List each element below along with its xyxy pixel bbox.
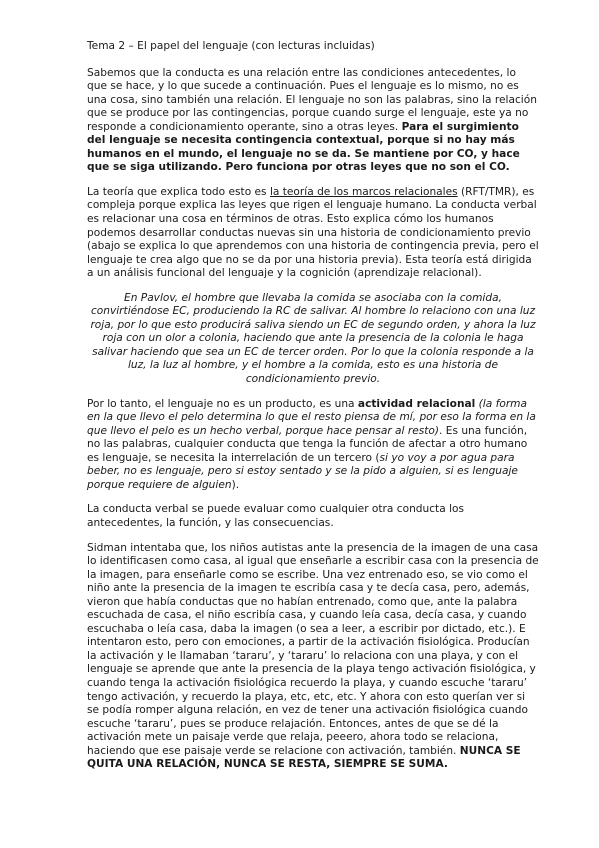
paragraph-2-before: La teoría que explica todo esto es <box>87 185 270 198</box>
paragraph-5-text: Sidman intentaba que, los niños autistas ante la presencia de la imagen de una casa lo identificasen como casa, al igual que enseñarle a escribir casa con la presencia de la imagen, para enseñarle como se escribe. Una vez entrenado eso, se vio como el niño ante la presencia de la imagen te escribía casa y te decía casa, pero, además, vieron que había conductas que no habían entrenado, como que, ante la palabra escuchada de casa, el niño escribía casa, y cuando leía casa, decía casa, y cuando escuchaba o leía casa, daba la imagen (o sea a leer, a escribir por dictado, etc.). E intentaron esto, pero con emociones, a partir de la activación fisiológica. Producían la activación y le llamaban ‘tararu’, y ‘tararu’ lo relaciona con una playa, y con el lenguaje se aprende que ante la presencia de la playa tengo activación fisiológica, y cuando tenga la activación fisiológica recuerdo la playa, y cuando escuche ‘tararu’ tengo activación, y recuerdo la playa, etc, etc, etc. Y ahora con esto querían ver si se podía romper alguna relación, en vez de tener una activación fisiológica cuando escuche ‘tararu’, pues se produce relajación. Entonces, antes de que se dé la activación mete un paisaje verde que relaja, peeero, ahora todo se relaciona, haciendo que ese paisaje verde se relacione con activación, también. <box>87 541 539 757</box>
pavlov-quote: En Pavlov, el hombre que llevaba la comida se asociaba con la comida, convirtiéndose EC, produciendo la RC de salivar. Al hombre lo relaciono con una luz roja, por lo que esto producirá saliva siendo un EC de segundo orden, y ahora la luz roja con un olor a colonia, haciendo que ante la presencia de la colonia le haga salivar haciendo que sea un EC de tercer orden. Por lo que la colonia responde a la luz, la luz al hombre, y el hombre a la comida, esto es una historia de condicionamiento previo. <box>90 291 536 386</box>
rft-link-text: la teoría de los marcos relacionales <box>269 185 458 198</box>
paragraph-1-bold: Para el surgimiento del lenguaje se necesita contingencia contextual, porque si no hay más humanos en el mundo, el lenguaje no se da. Se mantiene por CO, y hace que se siga utilizando. Pero funciona por otras leyes que no son el CO. <box>87 120 520 174</box>
paragraph-3 <box>87 398 539 493</box>
paragraph-3-c: . Es una función, no las palabras, cualquier conducta que tenga la función de afectar a otro humano es lenguaje, se necesita la interrelación de un tercero ( <box>87 424 528 464</box>
paragraph-5-bold: NUNCA SE QUITA UNA RELACIÓN, NUNCA SE RESTA, SIEMPRE SE SUMA. <box>87 744 521 771</box>
paragraph-5 <box>87 542 539 772</box>
paragraph-3-a: Por lo tanto, el lenguaje no es un producto, es una <box>87 397 358 410</box>
paragraph-1 <box>87 67 539 175</box>
paragraph-3-bold: actividad relacional <box>357 397 476 410</box>
paragraph-3-italic-2: si yo voy a por agua para beber, no es lenguaje, pero si estoy sentado y se la pido a alguien, si es lenguaje porque requiere de alguien <box>87 451 518 491</box>
document-title: Tema 2 – El papel del lenguaje (con lecturas incluidas) <box>87 40 375 52</box>
paragraph-3-italic-1: (la forma en la que llevo el pelo determina lo que el resto piensa de mí, por eso la forma en la que llevo el pelo es un hecho verbal, porque hace pensar al resto) <box>87 397 536 437</box>
paragraph-4: La conducta verbal se puede evaluar como cualquier otra conducta los antecedentes, la función, y las consecuencias. <box>87 503 465 529</box>
paragraph-1-text: Sabemos que la conducta es una relación entre las condiciones antecedentes, lo que se hace, y lo que sucede a continuación. Pues el lenguaje es lo mismo, no es una cosa, sino también una relación. El lenguaje no son las palabras, sino la relación que se produce por las contingencias, porque cuando surge el lenguaje, este ya no responde a condicionamiento operante, sino a otras leyes. <box>87 66 537 133</box>
paragraph-2-after: (RFT/TMR), es compleja porque explica las leyes que rigen el lenguaje humano. La conducta verbal es relacionar una cosa en términos de otras. Esto explica cómo los humanos podemos desarrollar conductas nuevas sin una historia de condicionamiento previo (abajo se explica lo que aprendemos con una historia de contingencia previa, pero el lenguaje te crea algo que no se da por una historia previa). Esta teoría está dirigida a un análisis funcional del lenguaje y la cognición (aprendizaje relacional). <box>87 185 539 280</box>
paragraph-3-d: ). <box>231 478 240 491</box>
paragraph-2 <box>87 186 539 281</box>
